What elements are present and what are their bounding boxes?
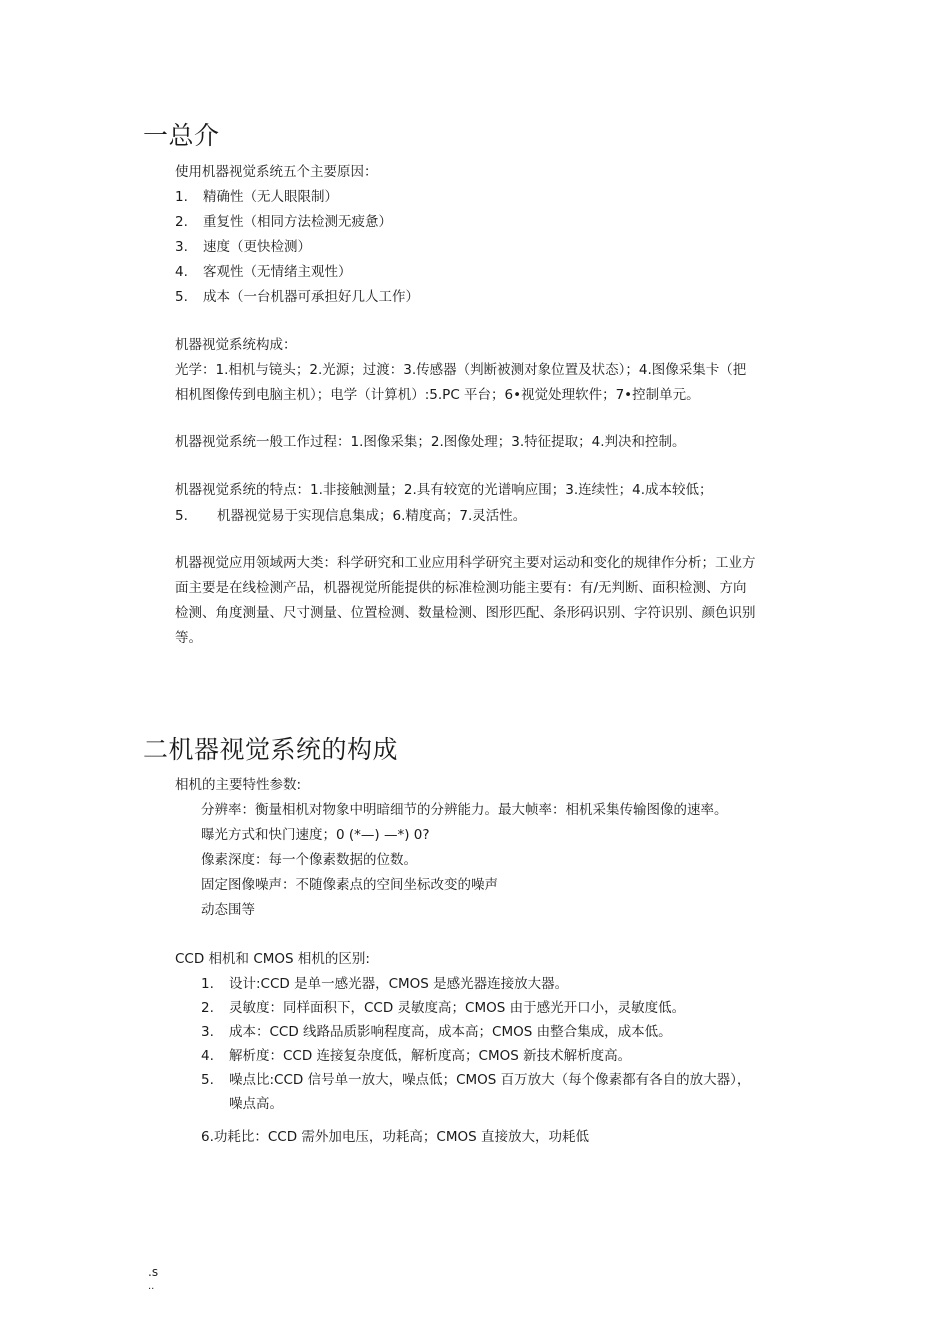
ccd-cmos-title: CCD 相机和 CMOS 相机的区别: <box>175 951 370 967</box>
reasons-intro: 使用机器视觉系统五个主要原因： <box>175 164 378 180</box>
list-item: 4. 解析度：CCD 连接复杂度低，解析度高；CMOS 新技术解析度高。 <box>201 1048 632 1064</box>
applications-line: 等。 <box>175 630 202 646</box>
section1-heading: 一总介 <box>143 121 220 150</box>
footer-mark: .. <box>148 1281 155 1292</box>
composition-title: 机器视觉系统构成： <box>175 337 297 353</box>
list-item: 6.功耗比：CCD 需外加电压，功耗高；CMOS 直接放大，功耗低 <box>201 1129 589 1145</box>
list-item: 1. 设计:CCD 是单一感光器，CMOS 是感光器连接放大器。 <box>201 976 569 992</box>
features-line: 5. 机器视觉易于实现信息集成；6.精度高；7.灵活性。 <box>175 508 527 524</box>
list-item: 2. 重复性（相同方法检测无疲惫） <box>175 214 392 230</box>
camera-param: 固定图像噪声：不随像素点的空间坐标改变的噪声 <box>201 877 498 893</box>
footer-mark: .s <box>148 1265 159 1279</box>
camera-param: 动态围等 <box>201 902 255 918</box>
camera-param: 像素深度：每一个像素数据的位数。 <box>201 852 417 868</box>
list-item: 3. 成本：CCD 线路品质影响程度高，成本高；CMOS 由整合集成，成本低。 <box>201 1024 672 1040</box>
list-item: 5. 成本（一台机器可承担好几人工作） <box>175 289 419 305</box>
applications-line: 检测、角度测量、尺寸测量、位置检测、数量检测、图形匹配、条形码识别、字符识别、颜色识别 <box>175 605 756 621</box>
applications-line: 面主要是在线检测产品，机器视觉所能提供的标准检测功能主要有：有/无判断、面积检测、方向 <box>175 580 747 596</box>
list-item: 3. 速度（更快检测） <box>175 239 311 255</box>
camera-param: 曝光方式和快门速度；0 (*—) —*) 0? <box>201 827 430 843</box>
list-item: 1. 精确性（无人眼限制） <box>175 189 338 205</box>
camera-param: 分辨率：衡量相机对物象中明暗细节的分辨能力。最大帧率：相机采集传输图像的速率。 <box>201 802 728 818</box>
composition-line: 相机图像传到电脑主机）；电学（计算机）:5.PC 平台；6•视觉处理软件；7•控制单元。 <box>175 387 700 403</box>
features-line: 机器视觉系统的特点：1.非接触测量；2.具有较宽的光谱响应围；3.连续性；4.成本较低； <box>175 482 713 498</box>
camera-params-title: 相机的主要特性参数: <box>175 777 302 793</box>
list-item: 5. 噪点比:CCD 信号单一放大，噪点低；CMOS 百万放大（每个像素都有各自的放大器）， <box>201 1072 751 1088</box>
applications-line: 机器视觉应用领域两大类：科学研究和工业应用科学研究主要对运动和变化的规律作分析；工业方 <box>175 555 756 571</box>
list-item-continuation: 噪点高。 <box>229 1096 283 1112</box>
workflow-text: 机器视觉系统一般工作过程：1.图像采集；2.图像处理；3.特征提取；4.判决和控制。 <box>175 434 686 450</box>
section2-heading: 二机器视觉系统的构成 <box>143 735 399 764</box>
list-item: 2. 灵敏度：同样面积下，CCD 灵敏度高；CMOS 由于感光开口小，灵敏度低。 <box>201 1000 686 1016</box>
composition-line: 光学：1.相机与镜头；2.光源；过渡：3.传感器（判断被测对象位置及状态）；4.图像采集卡（把 <box>175 362 747 378</box>
list-item: 4. 客观性（无情绪主观性） <box>175 264 352 280</box>
